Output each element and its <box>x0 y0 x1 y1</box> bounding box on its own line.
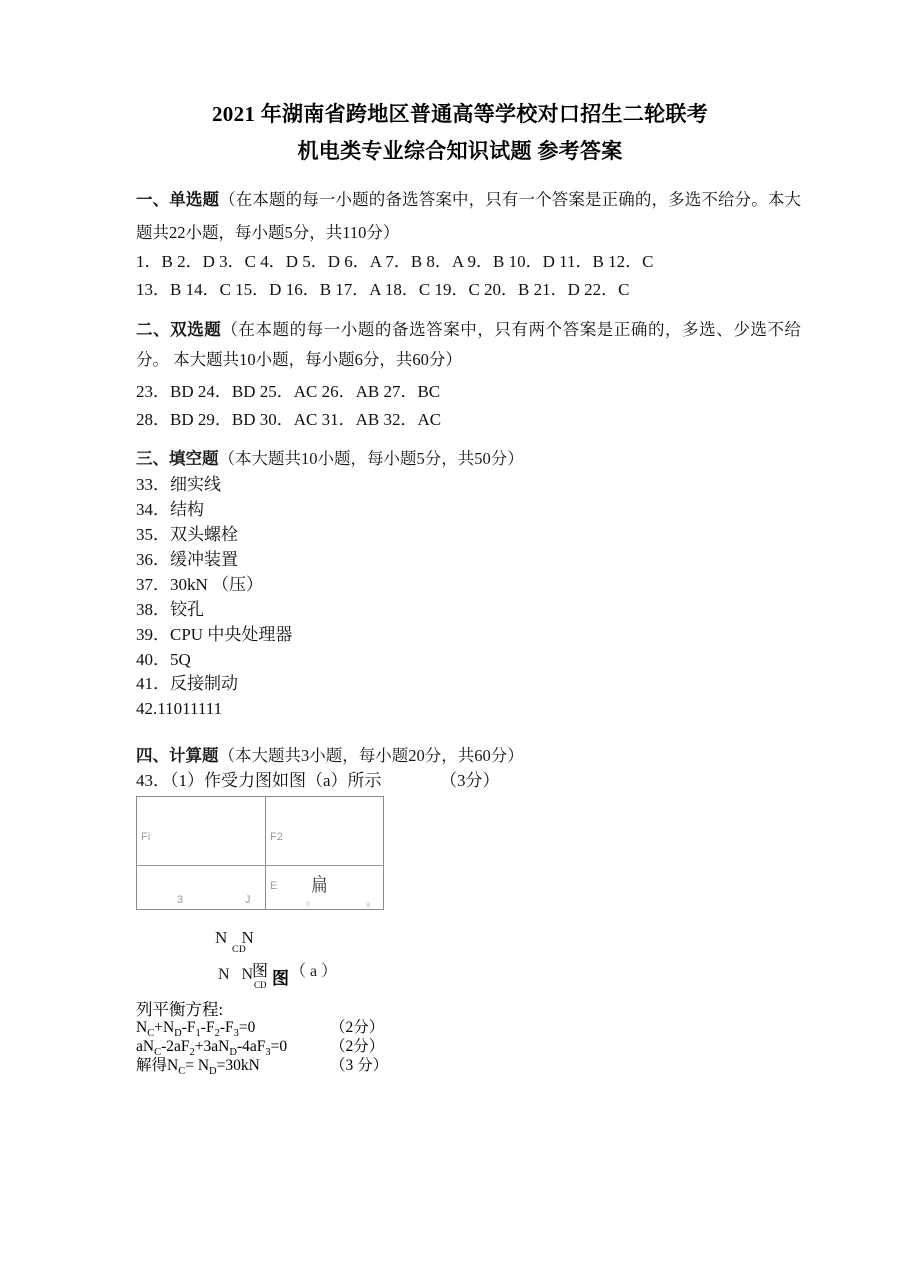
section-4-heading: 四、计算题 <box>136 746 219 765</box>
equation-1: $N_C+N_D-F_1-F_2-F_3=0$ <box>136 1019 256 1040</box>
figure-label-fi: fi <box>306 900 310 909</box>
equation-2: $aN_C-2aF_2+3aN_D-4aF_3=0$ <box>136 1038 288 1059</box>
question-43-score: （3分） <box>440 771 500 790</box>
fill-item-34: 34．结构 <box>136 500 204 519</box>
fill-item-40: 40．5Q <box>136 650 191 669</box>
figure-caption-tu-1: 图 <box>252 963 269 980</box>
figure-caption-tu-2: 图 <box>272 969 289 988</box>
free-body-diagram-figure <box>136 796 384 910</box>
section-4-paragraph <box>136 742 524 770</box>
section-1-heading: 一、单选题 <box>136 190 220 209</box>
section-1-note: （在本题的每一小题的备选答案中，只有一个答案是正确的，多选不给分。本大 题共22小题，每小题5分，共110分） <box>136 190 802 242</box>
section-1-answers-row-2: 13．B 14．C 15．D 16．B 17．A 18．C 19．C 20．B 21．D 22．C <box>136 280 630 299</box>
equation-2-score: （2分） <box>330 1038 385 1055</box>
section-3-heading: 三、填空题 <box>136 449 219 468</box>
figure-caption-tu-3: （ a ） <box>290 963 338 980</box>
section-3-paragraph <box>136 445 524 473</box>
figure-row-bottom <box>137 865 383 909</box>
figure-label-3: 3 <box>177 894 184 906</box>
section-3-note: （本大题共10小题，每小题5分，共50分） <box>218 449 524 468</box>
reaction-label-line-1-subscript: CD <box>232 945 247 955</box>
section-1-answers-row-1: 1．B 2．D 3．C 4．D 5．D 6．A 7．B 8．A 9．B 10．D 11．B 12．C <box>136 252 654 271</box>
figure-row-top <box>137 797 383 865</box>
section-4-note: （本大题共3小题，每小题20分，共60分） <box>218 746 524 765</box>
question-43-line: 43．（1）作受力图如图（a）所示 <box>136 771 382 790</box>
fill-item-35: 35．双头螺栓 <box>136 525 238 544</box>
figure-label-a: a <box>366 900 371 909</box>
equation-1-score: （2分） <box>330 1019 385 1036</box>
equilibrium-equation-label: 列平衡方程: <box>136 1000 224 1019</box>
section-2-answers-row-1: 23．BD 24．BD 25．AC 26．AB 27．BC <box>136 382 441 401</box>
figure-label-j: J <box>245 894 251 906</box>
figure-cell-bottom-left <box>137 866 266 909</box>
fill-item-33: 33．细实线 <box>136 475 221 494</box>
page-title-line-1: 2021 年湖南省跨地区普通高等学校对口招生二轮联考 <box>211 102 709 126</box>
fill-item-39: 39．CPU 中央处理器 <box>136 625 293 644</box>
force-label-f2: F2 <box>270 831 283 843</box>
section-2-note: （在本题的每一小题的备选答案中，只有两个答案是正确的，多选、少选不给分。 本大题共10小题，每小题6分，共60分） <box>136 320 802 369</box>
fill-item-41: 41．反接制动 <box>136 674 238 693</box>
figure-cell-top-right <box>266 797 383 865</box>
section-2-answers-row-2: 28．BD 29．BD 30．AC 31．AB 32．AC <box>136 410 442 429</box>
reaction-label-line-1: N N <box>215 928 259 947</box>
fill-item-42: 42.11011111 <box>136 699 223 718</box>
section-2-heading: 二、双选题 <box>136 320 222 339</box>
figure-cell-top-left <box>137 797 266 865</box>
equation-3-score: （3 分） <box>330 1057 389 1074</box>
section-2-paragraph <box>136 315 801 375</box>
section-1-paragraph <box>136 183 801 249</box>
force-label-f1: Fi <box>141 831 151 843</box>
figure-label-e: E <box>270 880 278 892</box>
fill-item-36: 36．缓冲装置 <box>136 550 238 569</box>
figure-cell-bottom-right <box>266 866 383 909</box>
figure-support-glyph-icon: 扁 <box>311 874 328 896</box>
page-title-line-2: 机电类专业综合知识试题 参考答案 <box>297 139 623 163</box>
equation-3: 解得$N_C= N_D=30kN$ <box>136 1057 260 1078</box>
reaction-label-line-2: N N <box>218 966 258 983</box>
fill-item-37: 37．30kN （压） <box>136 575 264 594</box>
fill-item-38: 38．铰孔 <box>136 600 204 619</box>
reaction-label-line-2-subscript: CD <box>254 980 267 990</box>
